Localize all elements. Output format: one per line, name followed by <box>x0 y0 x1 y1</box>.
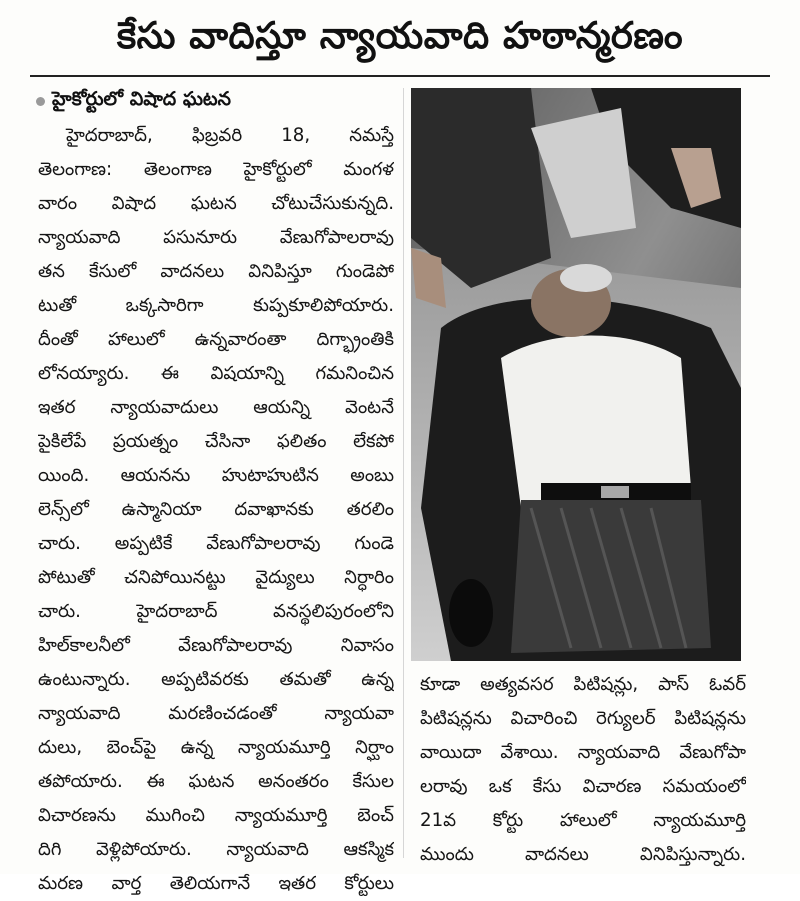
article-line: పోటుతో చనిపోయినట్టు వైద్యులు నిర్ధారిం <box>38 567 394 588</box>
article-line: మరణ వార్త తెలియగానే ఇతర కోర్టులు <box>38 873 394 894</box>
article-line: న్యాయవాది పసునూరు వేణుగోపాలరావు <box>38 227 394 248</box>
article-line: దులు, బెంచ్‌పై ఉన్న న్యాయమూర్తి నిర్ఘాం <box>38 737 394 758</box>
article-line: దీంతో హాలులో ఉన్నవారంతా దిగ్భ్రాంతికి <box>38 329 394 350</box>
headline-rule <box>30 75 770 77</box>
article-line: లెన్స్‌లో ఉస్మానియా దవాఖానకు తరలిం <box>38 499 394 520</box>
article-left-column <box>38 119 394 901</box>
article-line: పిటిషన్లను విచారించి రెగ్యులర్ పిటిషన్లను <box>420 708 746 729</box>
article-line: ఉంటున్నారు. అప్పటివరకు తమతో ఉన్న <box>38 669 394 690</box>
article-line: తన కేసులో వాదనలు వినిపిస్తూ గుండెపో <box>38 261 394 282</box>
subheading-text: హైకోర్టులో విషాద ఘటన <box>52 88 231 110</box>
bullet-icon <box>36 97 45 106</box>
article-line: లరావు ఒక కేసు విచారణ సమయంలో <box>420 776 746 797</box>
article-line: హైదరాబాద్, ఫిబ్రవరి 18, నమస్తే <box>66 125 394 146</box>
photo-icon <box>411 88 741 661</box>
article-line: కూడా అత్యవసర పిటిషన్లు, పాస్ ఓవర్ <box>420 674 746 695</box>
column-divider <box>403 88 404 858</box>
article-line: న్యాయవాది మరణించడంతో న్యాయవా <box>38 703 394 724</box>
article-right-column <box>420 668 746 872</box>
article-line: వాయిదా వేశాయి. న్యాయవాది వేణుగోపా <box>420 742 746 763</box>
article-line: యింది. ఆయనను హుటాహుటిన అంబు <box>38 465 394 486</box>
article-line: ఇతర న్యాయవాదులు ఆయన్ని వెంటనే <box>38 397 394 418</box>
headline: కేసు వాదిస్తూ న్యాయవాది హఠాన్మరణం <box>116 14 684 57</box>
article-line: ముందు వాదనలు వినిపిస్తున్నారు. <box>420 844 746 865</box>
article-line: పైకిలేపే ప్రయత్నం చేసినా ఫలితం లేకపో <box>38 431 394 452</box>
article-line: టుతో ఒక్కసారిగా కుప్పకూలిపోయారు. <box>38 295 394 316</box>
news-photo <box>411 88 741 661</box>
article-line: దిగి వెళ్లిపోయారు. న్యాయవాది ఆకస్మిక <box>38 839 394 860</box>
article-line: తెలంగాణ: తెలంగాణ హైకోర్టులో మంగళ <box>38 159 394 180</box>
article-line: లోనయ్యారు. ఈ విషయాన్ని గమనించిన <box>38 363 394 384</box>
article-line: తపోయారు. ఈ ఘటన అనంతరం కేసుల <box>38 771 394 792</box>
article-line: విచారణను ముగించి న్యాయమూర్తి బెంచ్ <box>38 805 394 826</box>
article-line: చారు. హైదరాబాద్ వనస్థలిపురంలోని <box>38 601 394 622</box>
subheading <box>36 88 396 115</box>
article-line: 21వ కోర్టు హాలులో న్యాయమూర్తి <box>420 810 746 831</box>
article-line: వారం విషాద ఘటన చోటుచేసుకున్నది. <box>38 193 394 214</box>
article-line: హిల్‌కాలనీలో వేణుగోపాలరావు నివాసం <box>38 635 394 656</box>
article-line: చారు. అప్పటికే వేణుగోపాలరావు గుండె <box>38 533 394 554</box>
